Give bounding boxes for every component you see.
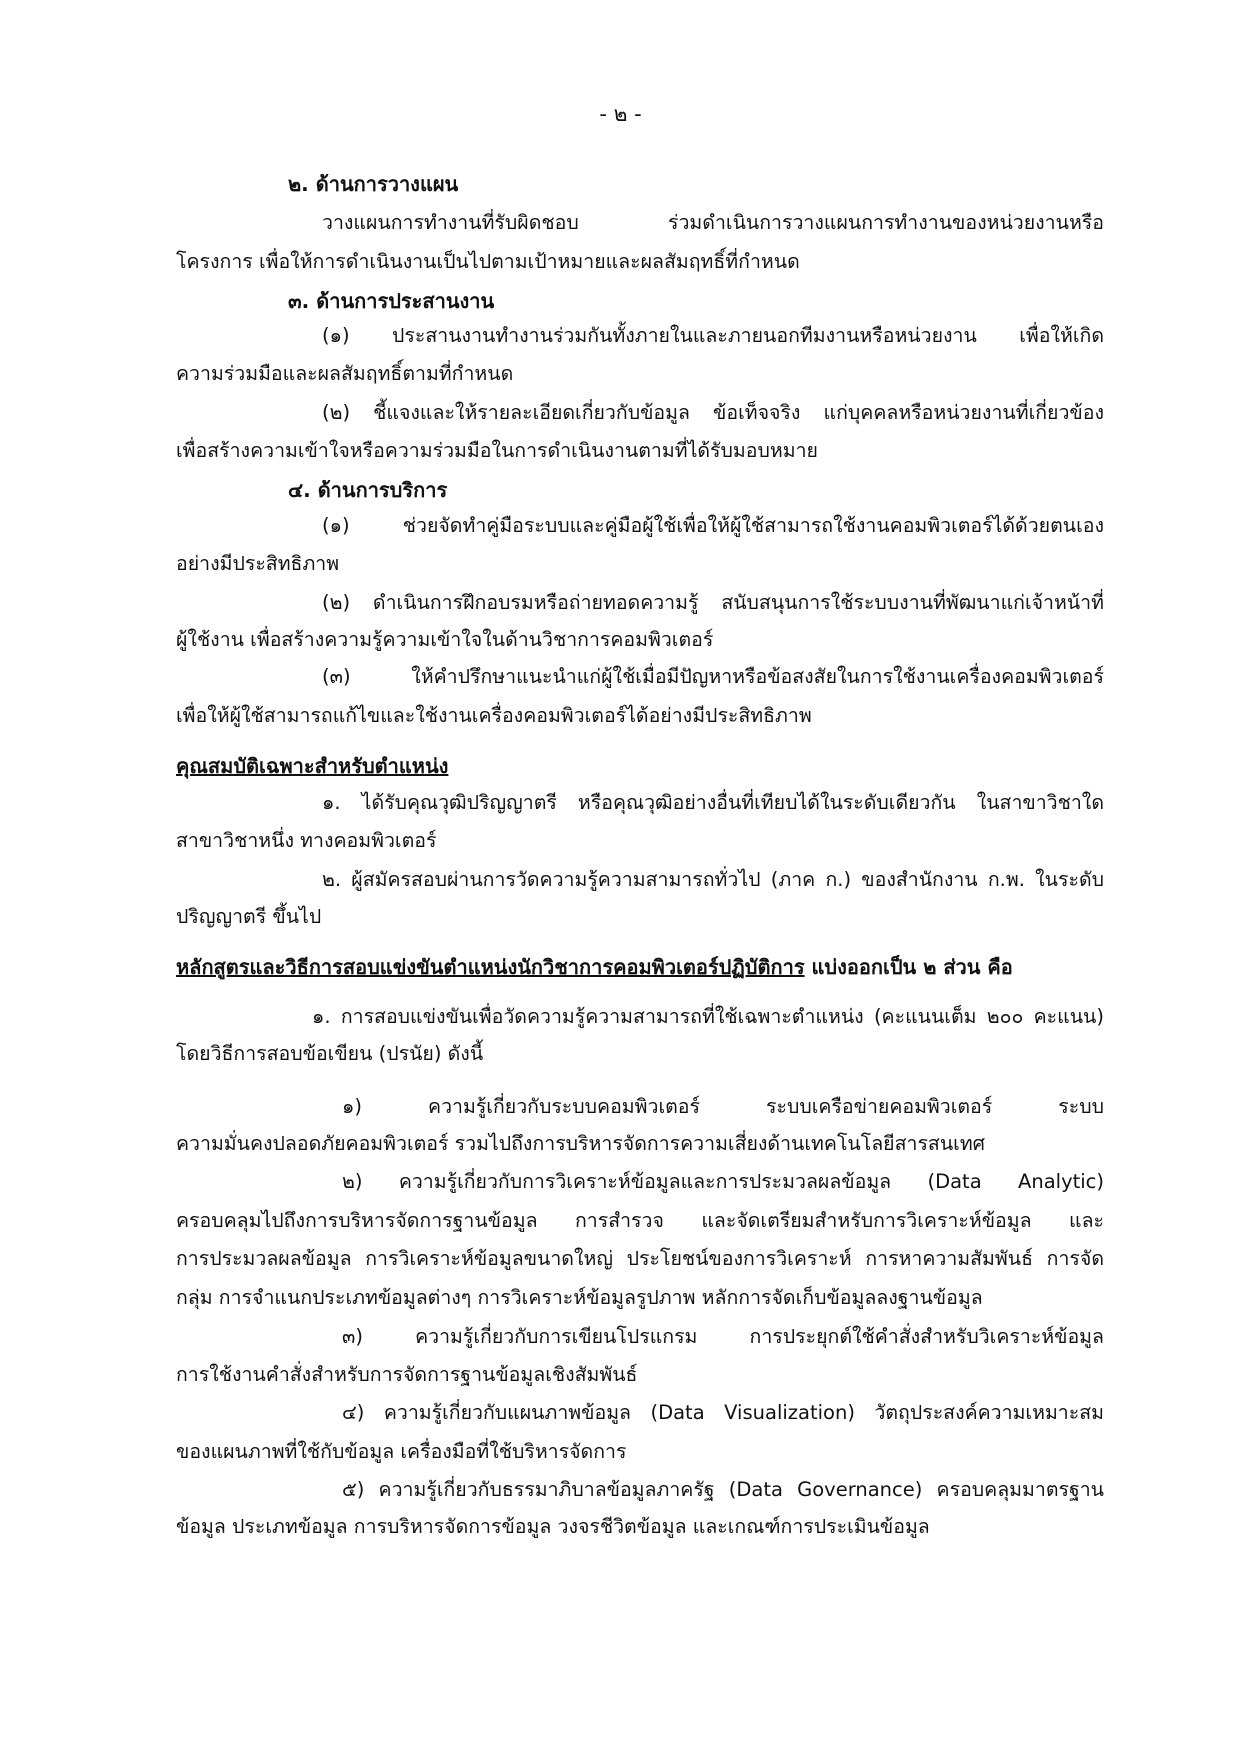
service-item-line: ผู้ใช้งาน เพื่อสร้างความรู้ความเข้าใจในด้านวิชาการคอมพิวเตอร์ xyxy=(176,628,714,651)
knowledge-item-line: การใช้งานคำสั่งสำหรับการจัดการฐานข้อมูลเชิงสัมพันธ์ xyxy=(176,1363,638,1386)
curriculum-heading-rest: แบ่งออกเป็น ๒ ส่วน คือ xyxy=(804,955,1013,979)
page-number: - ๒ - xyxy=(599,102,642,126)
coordination-heading: ๓. ด้านการประสานงาน xyxy=(288,289,495,313)
knowledge-item-line: ๑) ความรู้เกี่ยวกับระบบคอมพิวเตอร์ ระบบเครือข่ายคอมพิวเตอร์ ระบบ xyxy=(342,1095,1104,1118)
knowledge-item-line: ครอบคลุมไปถึงการบริหารจัดการฐานข้อมูล การสำรวจ และจัดเตรียมสำหรับการวิเคราะห์ข้อมูล และ xyxy=(176,1209,1104,1232)
knowledge-item-line: ความมั่นคงปลอดภัยคอมพิวเตอร์ รวมไปถึงการบริหารจัดการความเสี่ยงด้านเทคโนโลยีสารสนเทศ xyxy=(176,1132,986,1155)
knowledge-item-line: ของแผนภาพที่ใช้กับข้อมูล เครื่องมือที่ใช้บริหารจัดการ xyxy=(176,1440,627,1463)
knowledge-item-line: กลุ่ม การจำแนกประเภทข้อมูลต่างๆ การวิเคราะห์ข้อมูลรูปภาพ หลักการจัดเก็บข้อมูลลงฐานข้อมูล xyxy=(176,1286,983,1309)
service-heading: ๔. ด้านการบริการ xyxy=(288,478,448,502)
knowledge-item-line: การประมวลผลข้อมูล การวิเคราะห์ข้อมูลขนาดใหญ่ ประโยชน์ของการวิเคราะห์ การหาความสัมพันธ์ การจัด xyxy=(176,1247,1104,1270)
planning-paragraph-line: วางแผนการทำงานที่รับผิดชอบ ร่วมดำเนินการวางแผนการทำงานของหน่วยงานหรือ xyxy=(322,211,1104,234)
coordination-item-line: เพื่อสร้างความเข้าใจหรือความร่วมมือในการดำเนินงานตามที่ได้รับมอบหมาย xyxy=(176,439,818,462)
curriculum-intro-line: โดยวิธีการสอบข้อเขียน (ปรนัย) ดังนี้ xyxy=(176,1042,484,1065)
service-item-line: (๑) ช่วยจัดทำคู่มือระบบและคู่มือผู้ใช้เพื่อให้ผู้ใช้สามารถใช้งานคอมพิวเตอร์ได้ด้วยตนเอง xyxy=(322,514,1104,537)
curriculum-intro-line: ๑. การสอบแข่งขันเพื่อวัดความรู้ความสามารถที่ใช้เฉพาะตำแหน่ง (คะแนนเต็ม ๒๐๐ คะแนน) xyxy=(312,1005,1104,1028)
qualification-item-line: สาขาวิชาหนึ่ง ทางคอมพิวเตอร์ xyxy=(176,829,437,852)
curriculum-heading-underlined: หลักสูตรและวิธีการสอบแข่งขันตำแหน่งนักวิชาการคอมพิวเตอร์ปฏิบัติการ xyxy=(176,955,805,979)
knowledge-item-line: ๓) ความรู้เกี่ยวกับการเขียนโปรแกรม การประยุกต์ใช้คำสั่งสำหรับวิเคราะห์ข้อมูล xyxy=(342,1325,1104,1348)
qualification-item-line: ๒. ผู้สมัครสอบผ่านการวัดความรู้ความสามารถทั่วไป (ภาค ก.) ของสำนักงาน ก.พ. ในระดับ xyxy=(322,868,1104,891)
planning-heading: ๒. ด้านการวางแผน xyxy=(288,172,459,196)
qualification-item-line: ๑. ได้รับคุณวุฒิปริญญาตรี หรือคุณวุฒิอย่างอื่นที่เทียบได้ในระดับเดียวกัน ในสาขาวิชาใด xyxy=(322,791,1104,814)
service-item-line: เพื่อให้ผู้ใช้สามารถแก้ไขและใช้งานเครื่องคอมพิวเตอร์ได้อย่างมีประสิทธิภาพ xyxy=(176,704,812,727)
service-item-line: (๒) ดำเนินการฝึกอบรมหรือถ่ายทอดความรู้ สนับสนุนการใช้ระบบงานที่พัฒนาแก่เจ้าหน้าที่ xyxy=(322,591,1104,614)
curriculum-heading xyxy=(176,955,1013,979)
planning-paragraph-line: โครงการ เพื่อให้การดำเนินงานเป็นไปตามเป้าหมายและผลสัมฤทธิ์ที่กำหนด xyxy=(176,250,800,273)
qualifications-heading: คุณสมบัติเฉพาะสำหรับตำแหน่ง xyxy=(176,754,449,778)
coordination-item-line: (๒) ชี้แจงและให้รายละเอียดเกี่ยวกับข้อมูล ข้อเท็จจริง แก่บุคคลหรือหน่วยงานที่เกี่ยวข้อง xyxy=(322,401,1104,424)
knowledge-item-line: ๒) ความรู้เกี่ยวกับการวิเคราะห์ข้อมูลและการประมวลผลข้อมูล (Data Analytic) xyxy=(342,1170,1104,1193)
coordination-item-line: ความร่วมมือและผลสัมฤทธิ์ตามที่กำหนด xyxy=(176,362,514,385)
service-item-line: อย่างมีประสิทธิภาพ xyxy=(176,552,340,575)
knowledge-item-line: ข้อมูล ประเภทข้อมูล การบริหารจัดการข้อมูล วงจรชีวิตข้อมูล และเกณฑ์การประเมินข้อมูล xyxy=(176,1515,930,1538)
coordination-item-line: (๑) ประสานงานทำงานร่วมกันทั้งภายในและภายนอกทีมงานหรือหน่วยงาน เพื่อให้เกิด xyxy=(322,324,1104,347)
knowledge-item-line: ๔) ความรู้เกี่ยวกับแผนภาพข้อมูล (Data Visualization) วัตถุประสงค์ความเหมาะสม xyxy=(342,1401,1104,1424)
knowledge-item-line: ๕) ความรู้เกี่ยวกับธรรมาภิบาลข้อมูลภาครัฐ (Data Governance) ครอบคลุมมาตรฐาน xyxy=(342,1478,1104,1501)
service-item-line: (๓) ให้คำปรึกษาแนะนำแก่ผู้ใช้เมื่อมีปัญหาหรือข้อสงสัยในการใช้งานเครื่องคอมพิวเตอร์ xyxy=(322,665,1104,688)
qualification-item-line: ปริญญาตรี ขึ้นไป xyxy=(176,905,322,928)
